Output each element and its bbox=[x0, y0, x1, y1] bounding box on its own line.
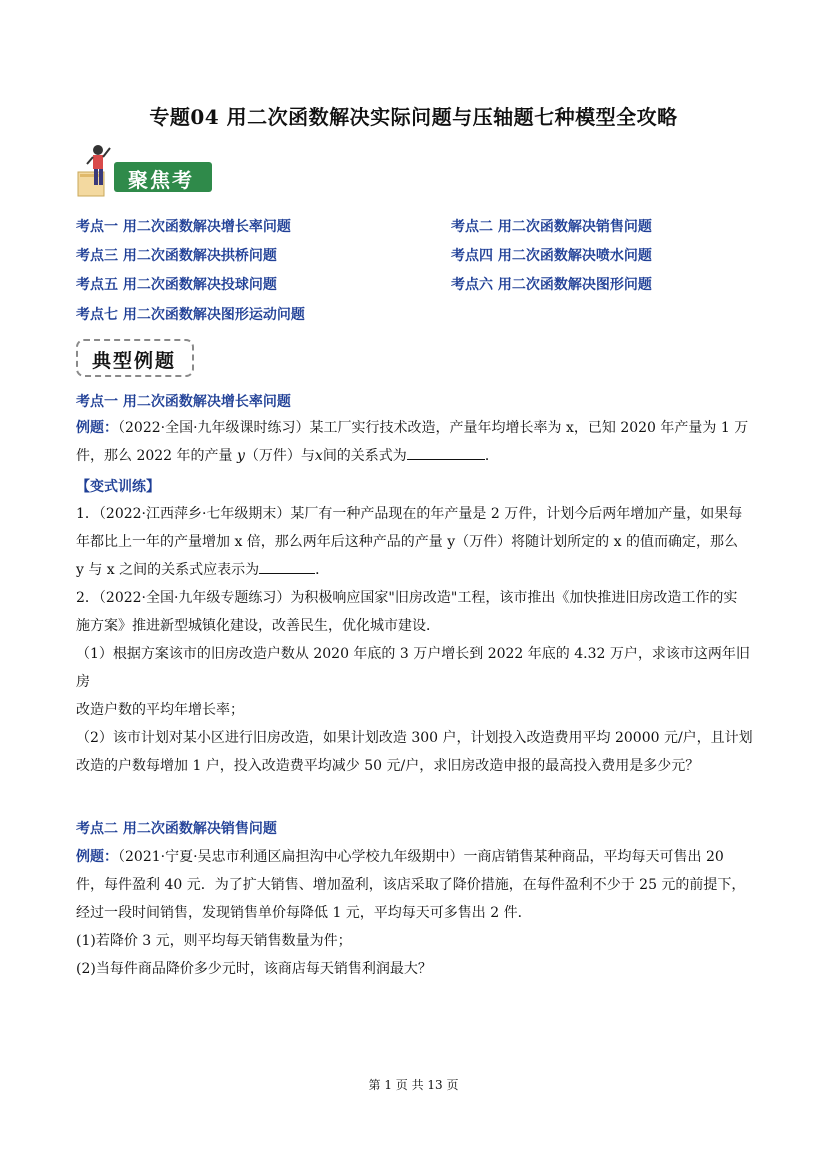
practice-1-text-3b: ． bbox=[315, 562, 330, 578]
practice-2-line-1: 2．（2022·全国·九年级专题练习）为积极响应国家"旧房改造"工程，该市推出《加快推进旧房改造工作的实 bbox=[76, 590, 738, 606]
practice-block bbox=[76, 500, 756, 780]
practice-1-line-1: 1．（2022·江西萍乡·七年级期末）某厂有一种产品现在的年产量是 2 万件，计划今后两年增加产量，如果每 bbox=[76, 506, 743, 522]
practice-2-q2-line-2: 改造的户数每增加 1 户，投入改造费平均减少 50 元/户，求旧房改造申报的最高投入费用是多少元？ bbox=[76, 758, 700, 774]
practice-1-text-3a: y 与 x 之间的关系式应表示为 bbox=[76, 562, 260, 578]
example-label: 例题： bbox=[76, 420, 118, 436]
example-1-text-1: （2022·全国·九年级课时练习）某工厂实行技术改造，产量年均增长率为 x，已知 2020 年产量为 1 万 bbox=[118, 420, 749, 436]
focus-banner-bar bbox=[114, 162, 212, 221]
topic-5: 考点五 用二次函数解决投球问题 bbox=[76, 277, 277, 293]
example-1-line-1 bbox=[76, 414, 756, 442]
example-2-q2: (2)当每件商品降价多少元时，该商店每天销售利润最大？ bbox=[76, 961, 432, 977]
example-2-line-1 bbox=[76, 843, 756, 871]
topic-3: 考点三 用二次函数解决拱桥问题 bbox=[76, 248, 277, 264]
practice-2-q2-line-1: （2）该市计划对某小区进行旧房改造，如果计划改造 300 户，计划投入改造费用平均 20000 元/户，且计划 bbox=[76, 730, 753, 746]
practice-2-line-2: 施方案》推进新型城镇化建设，改善民生，优化城市建设． bbox=[76, 618, 440, 634]
student-figure-icon bbox=[74, 142, 118, 198]
example-2-line-3: 经过一段时间销售，发现销售单价每降低 1 元，平均每天可多售出 2 件． bbox=[76, 905, 532, 921]
focus-banner bbox=[74, 142, 214, 221]
practice-2-q1-line-2: 改造户数的平均年增长率； bbox=[76, 702, 244, 718]
example-1-text-2b: （万件）与 bbox=[244, 448, 315, 464]
example-label: 例题： bbox=[76, 849, 118, 865]
practice-1-line-3 bbox=[76, 556, 756, 584]
examples-heading-box bbox=[76, 339, 194, 377]
topic-1: 考点一 用二次函数解决增长率问题 bbox=[76, 219, 291, 235]
practice-label: 【变式训练】 bbox=[76, 479, 160, 495]
topic-2: 考点二 用二次函数解决销售问题 bbox=[451, 219, 652, 235]
practice-1-line-2: 年都比上一年的产量增加 x 倍，那么两年后这种产品的产量 y（万件）将随计划所定的 x 的值而确定，那么 bbox=[76, 534, 738, 550]
var-y: y bbox=[236, 448, 245, 464]
example-2-q1: (1)若降价 3 元，则平均每天销售数量为件； bbox=[76, 933, 352, 949]
example-1-line-2 bbox=[76, 442, 756, 470]
topic-6: 考点六 用二次函数解决图形问题 bbox=[451, 277, 652, 293]
section-1-heading: 考点一 用二次函数解决增长率问题 bbox=[76, 394, 291, 410]
examples-heading: 典型例题 bbox=[92, 350, 177, 372]
answer-blank bbox=[407, 445, 485, 460]
topic-4: 考点四 用二次函数解决喷水问题 bbox=[451, 248, 652, 264]
example-2-text-1: （2021·宁夏·吴忠市利通区扁担沟中心学校九年级期中）一商店销售某种商品，平均每天可售出 20 bbox=[118, 849, 724, 865]
example-1-text-2d: ． bbox=[484, 448, 499, 464]
focus-banner-label: 聚焦考点 bbox=[128, 168, 194, 221]
page-footer: 第 1 页 共 13 页 bbox=[368, 1078, 459, 1092]
section-1-example bbox=[76, 414, 756, 470]
page-title: 专题04 用二次函数解决实际问题与压轴题七种模型全攻略 bbox=[149, 105, 678, 129]
practice-2-q1-line-1: （1）根据方案该市的旧房改造户数从 2020 年底的 3 万户增长到 2022 年底的 4.32 万户，求该市这两年旧房 bbox=[76, 646, 750, 690]
topic-7: 考点七 用二次函数解决图形运动问题 bbox=[76, 307, 305, 323]
example-1-text-2a: 件，那么 2022 年的产量 bbox=[76, 448, 237, 464]
example-1-text-2c: 间的关系式为 bbox=[322, 448, 407, 464]
section-2-heading: 考点二 用二次函数解决销售问题 bbox=[76, 821, 277, 837]
section-2-example bbox=[76, 843, 756, 983]
example-2-line-2: 件，每件盈利 40 元．为了扩大销售、增加盈利，该店采取了降价措施，在每件盈利不少于 25 元的前提下， bbox=[76, 877, 746, 893]
answer-blank bbox=[259, 559, 315, 574]
var-x: x bbox=[314, 448, 323, 464]
